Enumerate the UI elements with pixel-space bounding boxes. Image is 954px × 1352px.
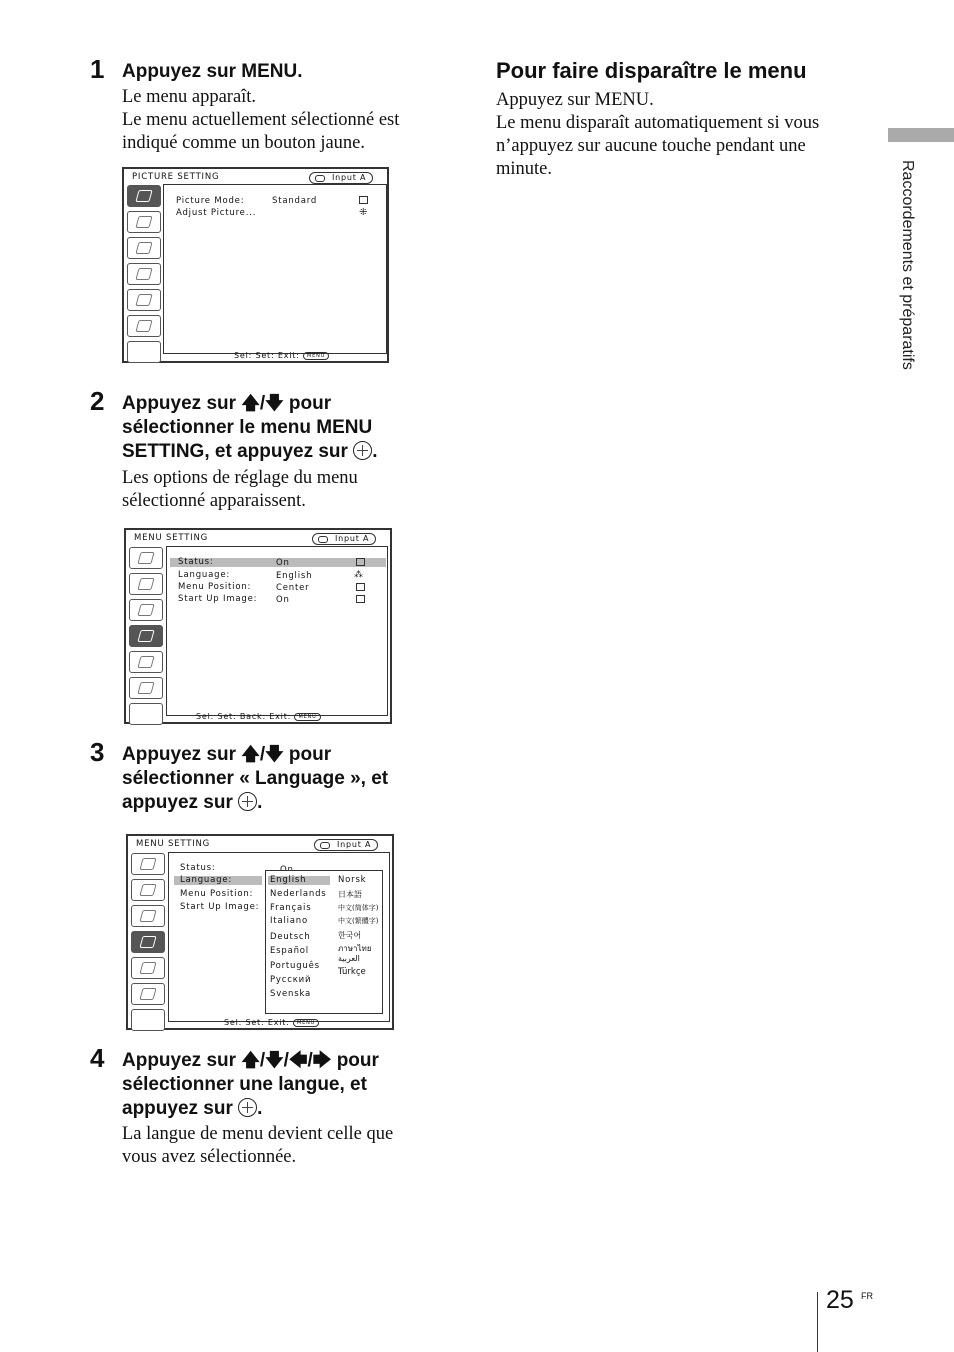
heading-text: appuyez sur <box>122 1098 233 1119</box>
left-arrow-icon: 🡄 <box>288 1050 308 1070</box>
installation-menu-icon <box>129 651 163 673</box>
body-line: indiqué comme un bouton jaune. <box>122 133 366 153</box>
language-option[interactable]: Português <box>270 961 320 971</box>
down-arrow-icon: 🡇 <box>265 744 284 764</box>
language-option[interactable]: 中文(繁體字) <box>338 917 379 925</box>
information-menu-icon <box>131 983 165 1005</box>
language-option[interactable]: Русский <box>270 975 312 985</box>
step-2-body <box>122 467 358 513</box>
period: . <box>257 1098 263 1119</box>
language-option[interactable]: Français <box>270 903 312 913</box>
down-arrow-icon: 🡇 <box>265 393 284 413</box>
empty-menu-slot <box>131 1009 165 1031</box>
down-arrow-icon: 🡇 <box>265 1050 284 1070</box>
setting-label: Start Up Image: <box>180 902 260 912</box>
step-number-2: 2 <box>90 386 105 416</box>
heading-text: Appuyez sur <box>122 744 237 765</box>
step-4-body <box>122 1123 393 1169</box>
body-line: Les options de réglage du menu <box>122 468 358 488</box>
menu-icon-column <box>131 853 165 1035</box>
language-option[interactable]: Svenska <box>270 989 312 999</box>
input-indicator: Input A <box>312 533 376 545</box>
menu-icon-column <box>127 185 161 367</box>
language-option[interactable]: العربية <box>338 954 360 963</box>
step-1-body <box>122 86 399 155</box>
footer-text: Sel: Set: Exit: <box>234 351 300 360</box>
menu-setting-screen <box>124 528 392 724</box>
setting-label: Picture Mode: <box>176 196 245 206</box>
setting-label: Language: <box>180 875 233 885</box>
setting-value: Standard <box>272 196 318 206</box>
input-menu-icon <box>131 879 165 901</box>
body-line: vous avez sélectionnée. <box>122 1147 297 1167</box>
section-heading: Pour faire disparaître le menu <box>496 58 807 83</box>
page-language: FR <box>861 1291 873 1301</box>
heading-text: sélectionner une langue, et <box>122 1074 367 1095</box>
input-indicator: Input A <box>314 839 378 851</box>
language-option[interactable]: Italiano <box>270 916 308 926</box>
period: . <box>372 441 378 462</box>
language-option[interactable]: Norsk <box>338 875 367 885</box>
heading-text: SETTING, et appuyez sur <box>122 441 348 462</box>
heading-text: pour <box>288 744 332 765</box>
page-number: 25 <box>826 1286 854 1314</box>
heading-text: sélectionner « Language », et <box>122 768 389 789</box>
empty-menu-slot <box>129 703 163 725</box>
slash: / <box>307 1050 313 1071</box>
screen-title: PICTURE SETTING <box>132 172 220 182</box>
enter-button-icon <box>238 1098 257 1117</box>
up-arrow-icon: 🡅 <box>241 393 260 413</box>
language-option[interactable]: Deutsch <box>270 932 311 942</box>
page-divider <box>817 1292 818 1352</box>
status-icon <box>354 558 365 568</box>
language-option[interactable]: 日本語 <box>338 890 362 899</box>
language-option[interactable]: Español <box>270 946 309 956</box>
chapter-title: Raccordements et préparatifs <box>899 160 916 370</box>
position-icon <box>354 583 365 593</box>
installation-menu-icon <box>127 289 161 311</box>
step-2-heading <box>122 391 378 464</box>
footer-text: Sel: Set: Back: Exit: <box>196 712 292 721</box>
menu-key-icon: MENU <box>294 713 320 721</box>
setup-menu-icon <box>127 237 161 259</box>
period: . <box>257 792 263 813</box>
setting-label: Start Up Image: <box>178 594 258 604</box>
input-indicator: Input A <box>309 172 373 184</box>
heading-text: sélectionner le menu MENU <box>122 417 373 438</box>
screen-footer <box>234 351 329 360</box>
slash: / <box>259 1050 266 1071</box>
language-menu-screen <box>126 834 394 1030</box>
body-line: minute. <box>496 159 553 179</box>
setup-menu-icon <box>131 905 165 927</box>
setting-label: Status: <box>180 863 216 873</box>
screen-footer <box>224 1018 319 1027</box>
body-line: n’appuyez sur aucune touche pendant une <box>496 136 806 156</box>
setting-label: Status: <box>178 557 214 567</box>
menu-key-icon: MENU <box>293 1019 319 1027</box>
up-arrow-icon: 🡅 <box>241 744 260 764</box>
screen-title: MENU SETTING <box>134 533 209 543</box>
step-number-3: 3 <box>90 737 105 767</box>
menu-setting-icon <box>127 263 161 285</box>
slash: / <box>259 393 266 414</box>
language-list-panel <box>265 870 383 1014</box>
step-number-4: 4 <box>90 1043 105 1073</box>
setting-label: Adjust Picture... <box>176 208 257 218</box>
setting-label: Menu Position: <box>180 889 254 899</box>
startup-icon <box>354 595 365 605</box>
body-line: Le menu apparaît. <box>122 87 257 107</box>
language-option[interactable]: 中文(简体字) <box>338 904 379 912</box>
menu-key-icon: MENU <box>303 352 329 360</box>
heading-text: appuyez sur <box>122 792 233 813</box>
information-menu-icon <box>127 315 161 337</box>
heading-text: Appuyez sur <box>122 393 237 414</box>
information-menu-icon <box>129 677 163 699</box>
body-line: Le menu disparaît automatiquement si vous <box>496 113 820 133</box>
setup-menu-icon <box>129 599 163 621</box>
heading-text: pour <box>288 393 332 414</box>
body-line: Appuyez sur MENU. <box>496 90 654 110</box>
enter-button-icon <box>353 441 372 460</box>
screen-footer <box>196 712 321 721</box>
language-icon: ⁂ <box>354 570 364 580</box>
language-option[interactable]: Türkçe <box>338 967 366 977</box>
enter-button-icon <box>238 792 257 811</box>
menu-setting-icon <box>131 931 165 953</box>
menu-icon-column <box>129 547 163 729</box>
footer-text: Sel: Set: Exit: <box>224 1018 290 1027</box>
menu-setting-icon <box>129 625 163 647</box>
installation-menu-icon <box>131 957 165 979</box>
setting-value: English <box>276 571 313 581</box>
language-option[interactable]: Nederlands <box>270 889 327 899</box>
body-line: sélectionné apparaissent. <box>122 491 306 511</box>
picture-setting-screen <box>122 167 389 363</box>
empty-menu-slot <box>127 341 161 363</box>
section-body <box>496 89 819 181</box>
chapter-tab <box>888 128 954 142</box>
up-arrow-icon: 🡅 <box>241 1050 260 1070</box>
language-option[interactable]: English <box>270 875 307 885</box>
screen-title: MENU SETTING <box>136 839 211 849</box>
setting-label: Menu Position: <box>178 582 252 592</box>
setting-label: Language: <box>178 570 231 580</box>
step-4-heading <box>122 1048 379 1121</box>
body-line: La langue de menu devient celle que <box>122 1124 394 1144</box>
input-menu-icon <box>127 211 161 233</box>
step-number-1: 1 <box>90 54 105 84</box>
picture-menu-icon <box>127 185 161 207</box>
slash: / <box>283 1050 289 1071</box>
picture-menu-icon <box>131 853 165 875</box>
language-option[interactable]: 한국어 <box>338 931 362 940</box>
slash: / <box>259 744 266 765</box>
step-3-heading <box>122 742 388 815</box>
dropdown-icon <box>357 196 368 206</box>
adjust-icon: ⁜ <box>359 207 369 218</box>
setting-value: On <box>276 595 290 605</box>
language-option[interactable]: ภาษาไทย <box>338 944 372 953</box>
input-menu-icon <box>129 573 163 595</box>
picture-menu-icon <box>129 547 163 569</box>
heading-text: pour <box>336 1050 379 1071</box>
body-line: Le menu actuellement sélectionné est <box>122 110 400 130</box>
heading-text: Appuyez sur <box>122 1050 237 1071</box>
step-1-heading: Appuyez sur MENU. <box>122 61 303 82</box>
right-arrow-icon: 🡆 <box>312 1050 332 1070</box>
setting-value: On <box>276 558 290 568</box>
setting-value: Center <box>276 583 310 593</box>
